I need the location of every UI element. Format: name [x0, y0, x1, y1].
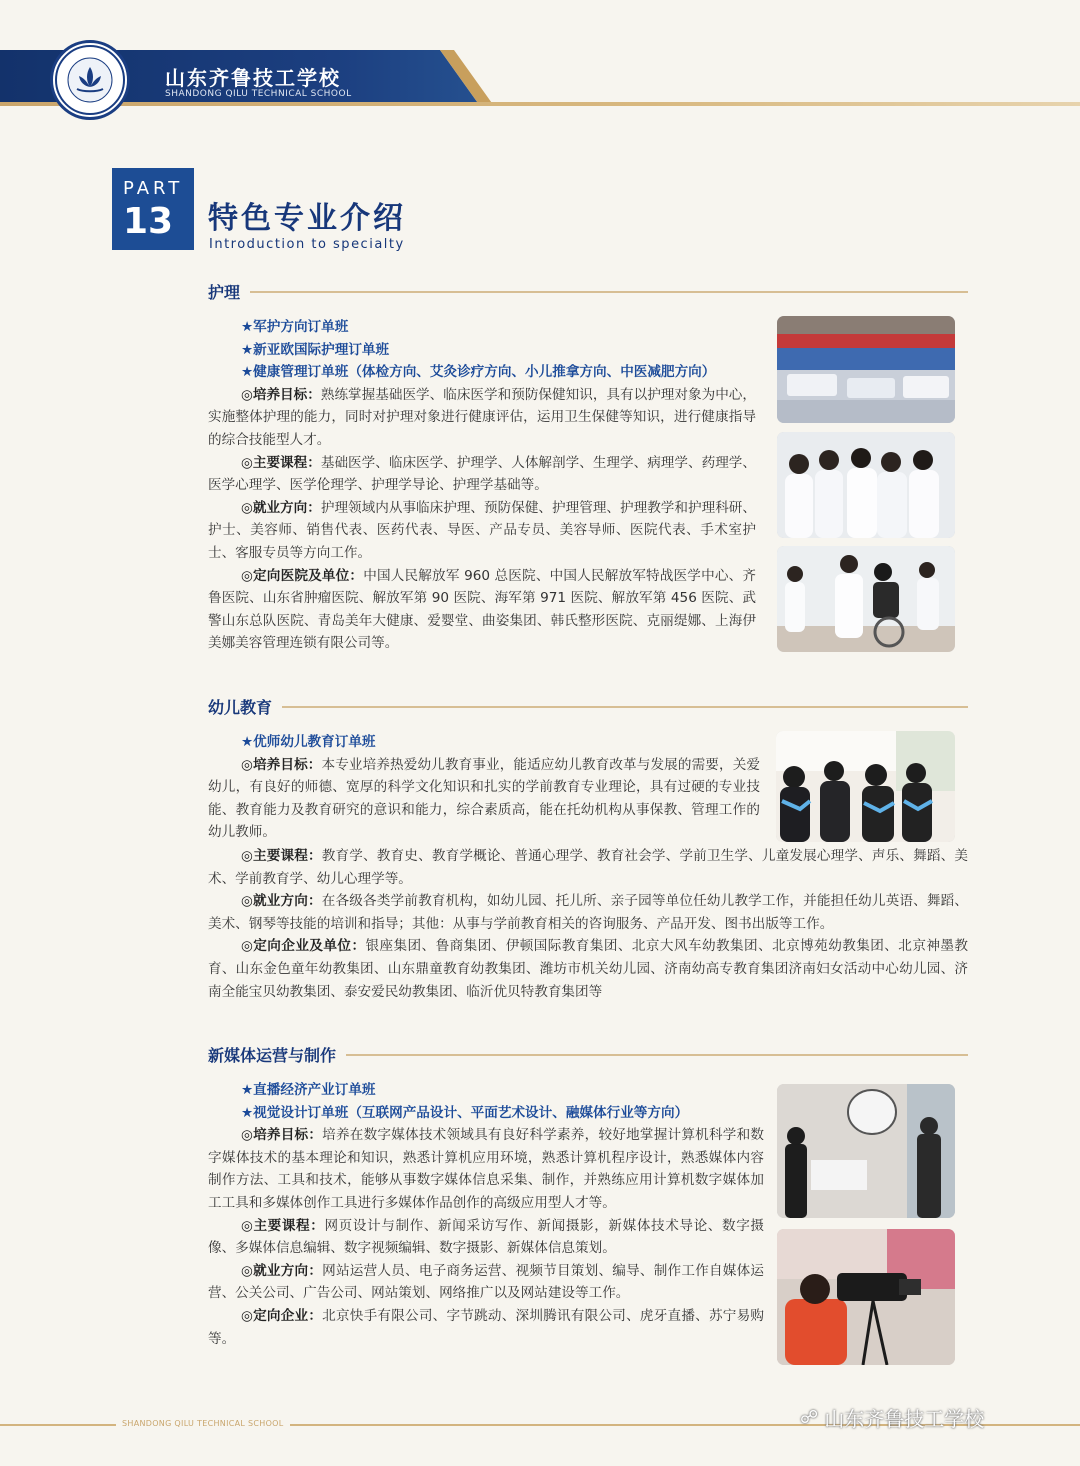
media-camera-photo: [777, 1229, 955, 1365]
preschool-units: ◎定向企业及单位：银座集团、鲁商集团、伊顿国际教育集团、北京大风车幼教集团、北京博苑幼教集团、北京神墨教育、山东金色童年幼教集团、山东鼎童教育幼教集团、潍坊市机关幼儿园、济南幼高专教育集团济南妇女活动中心幼儿园、济南全能宝贝幼教集团、泰安爱民幼教集团、临沂优贝特教育集团等: [208, 938, 968, 1000]
page-title: 特色专业介绍: [208, 201, 406, 236]
preschool-goal: ◎培养目标：本专业培养热爱幼儿教育事业，能适应幼儿教育改革与发展的需要，关爱幼儿，有良好的师德、宽厚的科学文化知识和扎实的学前教育专业理论，具有过硬的专业技能、教育能力及教育研究的意识和能力，综合素质高，能在托幼机构从事保教、管理工作的幼儿教师。: [208, 756, 760, 841]
nursing-heading: [208, 280, 968, 303]
preschool-class-photo: [776, 731, 955, 842]
preschool-order-class: ★优师幼儿教育订单班: [241, 734, 376, 750]
school-logo: [50, 40, 130, 120]
media-content: [208, 1079, 764, 1350]
nursing-order-class: ★新亚欧国际护理订单班: [241, 341, 390, 358]
nursing-training-photo: [777, 546, 955, 652]
media-heading: [208, 1043, 968, 1066]
nursing-courses: ◎主要课程：基础医学、临床医学、护理学、人体解剖学、生理学、病理学、药理学、医学心理学、医学伦理学、护理学导论、护理学基础等。: [208, 454, 756, 494]
header-school-name-en: SHANDONG QILU TECHNICAL SCHOOL: [165, 89, 352, 99]
nursing-order-class: ★健康管理订单班（体检方向、艾灸诊疗方向、小儿推拿方向、中医减肥方向）: [241, 364, 716, 381]
media-goal: ◎培养目标：培养在数字媒体技术领域具有良好科学素养，较好地掌握计算机科学和数字媒体技术的基本理论和知识，熟悉计算机应用环境，熟悉计算机程序设计，熟悉媒体内容制作方法、工具和技术，能够从事数字媒体信息采集、制作，并熟练应用计算机数字媒体加工工具和多媒体创作工具进行多媒体作品创作的高级应用型人才等。: [208, 1127, 764, 1211]
footer-school-name: SHANDONG QILU TECHNICAL SCHOOL: [116, 1419, 290, 1428]
media-studio-photo: [777, 1084, 955, 1218]
media-heading-text: 新媒体运营与制作: [208, 1046, 337, 1065]
nursing-units: ◎定向医院及单位：中国人民解放军 960 总医院、中国人民解放军特战医学中心、齐鲁医院、山东省肿瘤医院、解放军第 90 医院、海军第 971 医院、解放军第 456 医院、武警山东总队医院、青岛美年大健康、爱婴堂、曲姿集团、韩氏整形医院、克丽缇娜、上海伊美娜美容管理连锁有限公司等。: [208, 567, 756, 652]
lotus-logo-icon: [53, 43, 127, 117]
nursing-jobs: ◎就业方向：护理领域内从事临床护理、预防保健、护理管理、护理教学和护理科研、护士、美容师、销售代表、医药代表、导医、产品专员、美容导师、医院代表、手术室护士、客服专员等方向工作。: [208, 499, 756, 561]
part-number: 13: [123, 201, 174, 242]
nursing-order-class: ★军护方向订单班: [241, 319, 349, 335]
preschool-courses: ◎主要课程：教育学、教育史、教育学概论、普通心理学、教育社会学、学前卫生学、儿童发展心理学、声乐、舞蹈、美术、学前教育学、幼儿心理学等。: [208, 848, 968, 887]
nursing-content: [208, 316, 756, 655]
preschool-jobs: ◎就业方向：在各级各类学前教育机构，如幼儿园、托儿所、亲子园等单位任幼儿教学工作，并能担任幼儿英语、舞蹈、美术、钢琴等技能的培训和指导；其他：从事与学前教育相关的咨询服务、产品开发、图书出版等工作。: [208, 893, 968, 932]
media-jobs: ◎就业方向：网站运营人员、电子商务运营、视频节目策划、编导、制作工作自媒体运营、公关公司、广告公司、网站策划、网络推广以及网站建设等工作。: [208, 1262, 764, 1302]
media-courses: ◎主要课程：网页设计与制作、新闻采访写作、新闻摄影，新媒体技术导论、数字摄像、多媒体信息编辑、数字视频编辑、数字摄影、新媒体信息策划。: [208, 1217, 764, 1257]
preschool-content-lower: [208, 845, 968, 1003]
nursing-ward-photo: [777, 316, 955, 423]
wechat-icon: ☍: [800, 1407, 819, 1428]
media-order-class: ★直播经济产业订单班: [241, 1082, 376, 1098]
wechat-watermark: [800, 1403, 984, 1432]
page-subtitle: Introduction to specialty: [209, 237, 405, 252]
preschool-heading-text: 幼儿教育: [208, 698, 273, 717]
media-order-class: ★视觉设计订单班（互联网产品设计、平面艺术设计、融媒体行业等方向）: [241, 1104, 689, 1121]
media-units: ◎定向企业：北京快手有限公司、字节跳动、深圳腾讯有限公司、虎牙直播、苏宁易购等。: [208, 1307, 764, 1347]
header-gold-line: [0, 102, 1080, 106]
part-label: PART: [123, 178, 184, 199]
watermark-text: 山东齐鲁技工学校: [824, 1407, 985, 1431]
preschool-content-upper: [208, 731, 760, 844]
part-badge: [112, 168, 194, 250]
header-school-name: 山东齐鲁技工学校: [165, 66, 341, 90]
nursing-heading-text: 护理: [208, 283, 241, 302]
nursing-students-photo: [777, 432, 955, 538]
preschool-heading: [208, 695, 968, 718]
nursing-goal: ◎培养目标：熟练掌握基础医学、临床医学和预防保健知识，具有以护理对象为中心，实施整体护理的能力，同时对护理对象进行健康评估，运用卫生保健等知识，进行健康指导的综合技能型人才。: [208, 386, 756, 448]
